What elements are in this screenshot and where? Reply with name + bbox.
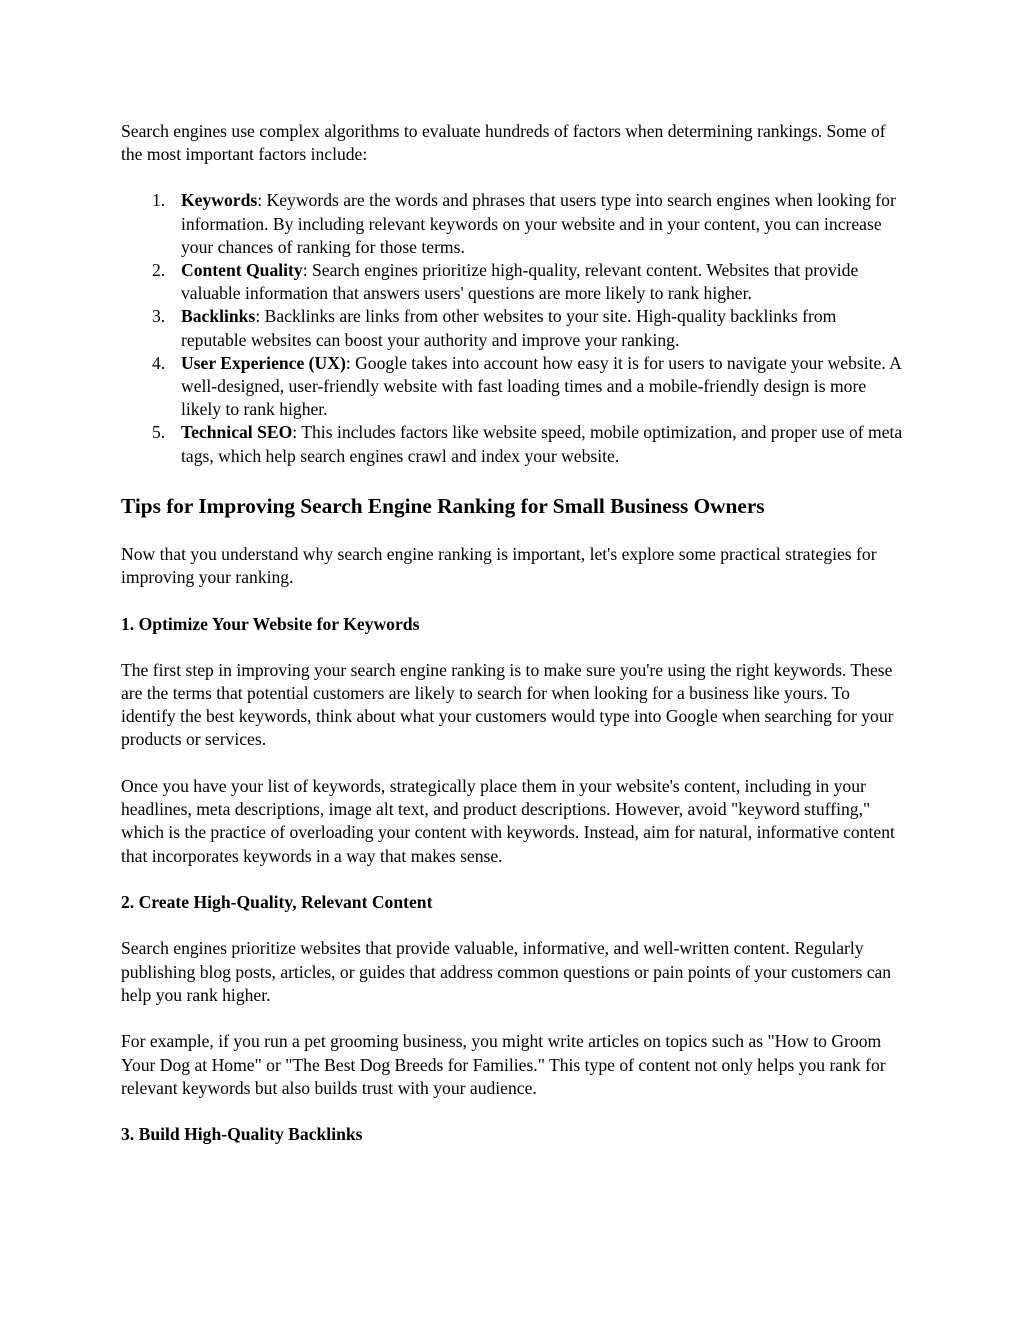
factor-description: : Backlinks are links from other websites to your site. High-quality backlinks from reputable websites can boost your authority and improve your ranking. xyxy=(181,306,837,350)
list-item xyxy=(181,305,906,351)
factor-term: Keywords xyxy=(181,190,258,211)
section-2-paragraph-1: Search engines prioritize websites that provide valuable, informative, and well-written content. Regularly publishing blog posts, articles, or guides that address common questions or pain points of your customers can help you rank higher. xyxy=(121,938,892,1005)
list-item xyxy=(181,259,906,305)
factor-term: Content Quality xyxy=(181,260,303,281)
section-1-paragraph-1: The first step in improving your search engine ranking is to make sure you're using the right keywords. These are the terms that potential customers are likely to search for when looking for a business like yours. To identify the best keywords, think about what your customers would type into Google when searching for your products or services. xyxy=(121,659,894,750)
tips-intro-paragraph: Now that you understand why search engine ranking is important, let's explore some practical strategies for improving your ranking. xyxy=(121,543,877,588)
list-item xyxy=(181,352,906,422)
section-1-paragraph-2: Once you have your list of keywords, strategically place them in your website's content, including in your headlines, meta descriptions, image alt text, and product descriptions. However, avoid "keyword stuffing," which is the practice of overloading your content with keywords. Instead, aim for natural, informative content that incorporates keywords in a way that makes sense. xyxy=(121,776,895,866)
section-3-heading: 3. Build High-Quality Backlinks xyxy=(121,1124,363,1145)
factor-description: : Keywords are the words and phrases that users type into search engines when looking for information. By including relevant keywords on your website and in your content, you can increase your chances of ranking for those terms. xyxy=(181,190,896,257)
section-2-paragraph-2: For example, if you run a pet grooming business, you might write articles on topics such as "How to Groom Your Dog at Home" or "The Best Dog Breeds for Families." This type of content not only helps you rank for relevant keywords but also builds trust with your audience. xyxy=(121,1031,886,1098)
document-page xyxy=(121,120,906,1170)
factor-term: User Experience (UX) xyxy=(181,352,346,373)
list-item xyxy=(181,421,906,467)
factor-description: : This includes factors like website speed, mobile optimization, and proper use of meta tags, which help search engines crawl and index your website. xyxy=(181,422,903,466)
factor-description: : Google takes into account how easy it is for users to navigate your website. A well-designed, user-friendly website with fast loading times and a mobile-friendly design is more likely to rank higher. xyxy=(181,352,901,420)
factor-term: Backlinks xyxy=(181,306,256,327)
factor-description: : Search engines prioritize high-quality, relevant content. Websites that provide valuable information that answers users' questions are more likely to rank higher. xyxy=(181,260,859,304)
list-item xyxy=(181,189,906,259)
section-1-heading: 1. Optimize Your Website for Keywords xyxy=(121,613,420,634)
ranking-factors-list xyxy=(121,189,906,467)
tips-heading: Tips for Improving Search Engine Ranking for Small Business Owners xyxy=(121,493,765,518)
section-2-heading: 2. Create High-Quality, Relevant Content xyxy=(121,892,433,913)
intro-paragraph: Search engines use complex algorithms to evaluate hundreds of factors when determining rankings. Some of the most important factors include: xyxy=(121,121,886,165)
factor-term: Technical SEO xyxy=(181,422,293,443)
